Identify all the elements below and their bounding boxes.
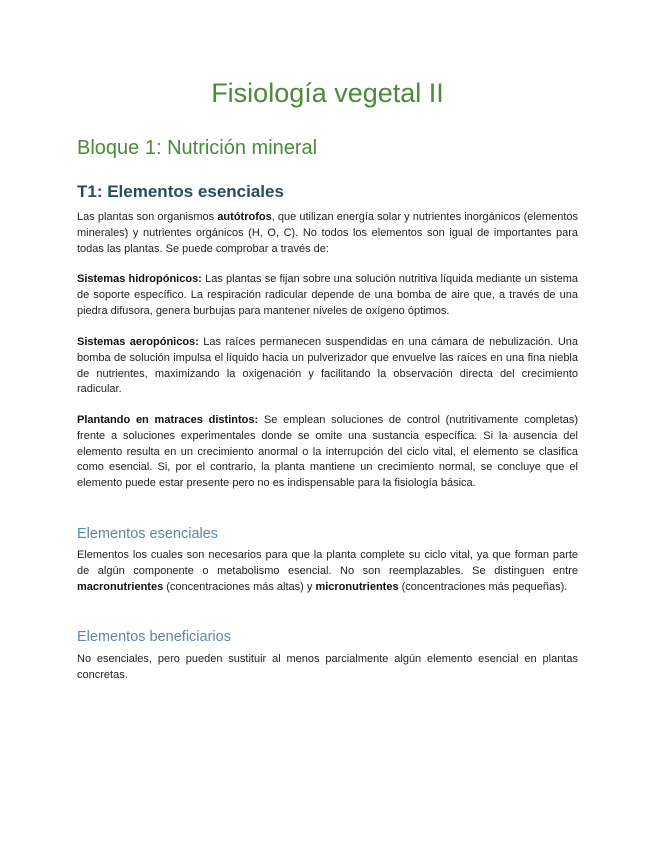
essential-heading: Elementos esenciales bbox=[77, 526, 219, 542]
document-title: Fisiología vegetal II bbox=[211, 78, 444, 108]
method-paragraph-hydroponic bbox=[77, 272, 578, 319]
essential-paragraph bbox=[77, 548, 578, 595]
micronutrients-term: micronutrientes bbox=[315, 580, 399, 593]
essential-text-3: (concentraciones más pequeñas). bbox=[398, 580, 568, 593]
essential-text-1: Elementos los cuales son necesarios para que la planta complete su ciclo vital, ya que forman parte de algún componente o metabolismo esencial. No son reemplazables. Se distinguen entre bbox=[77, 549, 578, 577]
method-text: Las raíces permanecen suspendidas en una cámara de nebulización. Una bomba de solución impulsa el líquido hacia un pulverizador que envuelve las raíces en una fina niebla de nutrientes, maximizando la oxigenación y facilitando la observación directa del crecimiento radicular. bbox=[77, 336, 578, 396]
beneficial-paragraph: No esenciales, pero pueden sustituir al menos parcialmente algún elemento esencial en plantas concretas. bbox=[77, 653, 578, 681]
intro-text-end: , que utilizan energía solar y nutrientes inorgánicos (elementos minerales) y nutrientes orgánicos (H, O, C). No todos los elementos son igual de importantes para todas las plantas. Se puede comprobar a través de: bbox=[77, 211, 578, 255]
method-text: Se emplean soluciones de control (nutritivamente completas) frente a soluciones experimentales donde se omite una sustancia específica. Si la ausencia del elemento resulta en un crecimiento anormal o la interrupción del ciclo vital, el elemento se clasifica como esencial. Si, por el contrario, la planta mantiene un crecimiento normal, se concluye que el elemento puede estar presente pero no es indispensable para la fisiología básica. bbox=[77, 414, 578, 490]
intro-text-start: Las plantas son organismos bbox=[77, 211, 218, 223]
intro-bold-term: autótrofos bbox=[217, 211, 272, 223]
macronutrients-term: macronutrientes bbox=[77, 580, 164, 593]
method-label: Sistemas aeropónicos: bbox=[77, 336, 199, 348]
essential-text-2: (concentraciones más altas) y bbox=[163, 580, 316, 593]
method-paragraph-flasks bbox=[77, 413, 578, 492]
beneficial-heading: Elementos beneficiarios bbox=[77, 629, 231, 645]
method-label: Plantando en matraces distintos: bbox=[77, 414, 259, 426]
block-heading: Bloque 1: Nutrición mineral bbox=[77, 137, 318, 159]
topic-heading: T1: Elementos esenciales bbox=[77, 182, 284, 201]
intro-paragraph bbox=[77, 210, 578, 257]
method-text: Las plantas se fijan sobre una solución nutritiva líquida mediante un sistema de soporte específico. La respiración radicular depende de una bomba de aire que, a través de una piedra difusora, genera burbujas para mantener niveles de oxígeno óptimos. bbox=[77, 273, 578, 317]
method-paragraph-aeroponic bbox=[77, 335, 578, 398]
method-label: Sistemas hidropónicos: bbox=[77, 273, 202, 285]
